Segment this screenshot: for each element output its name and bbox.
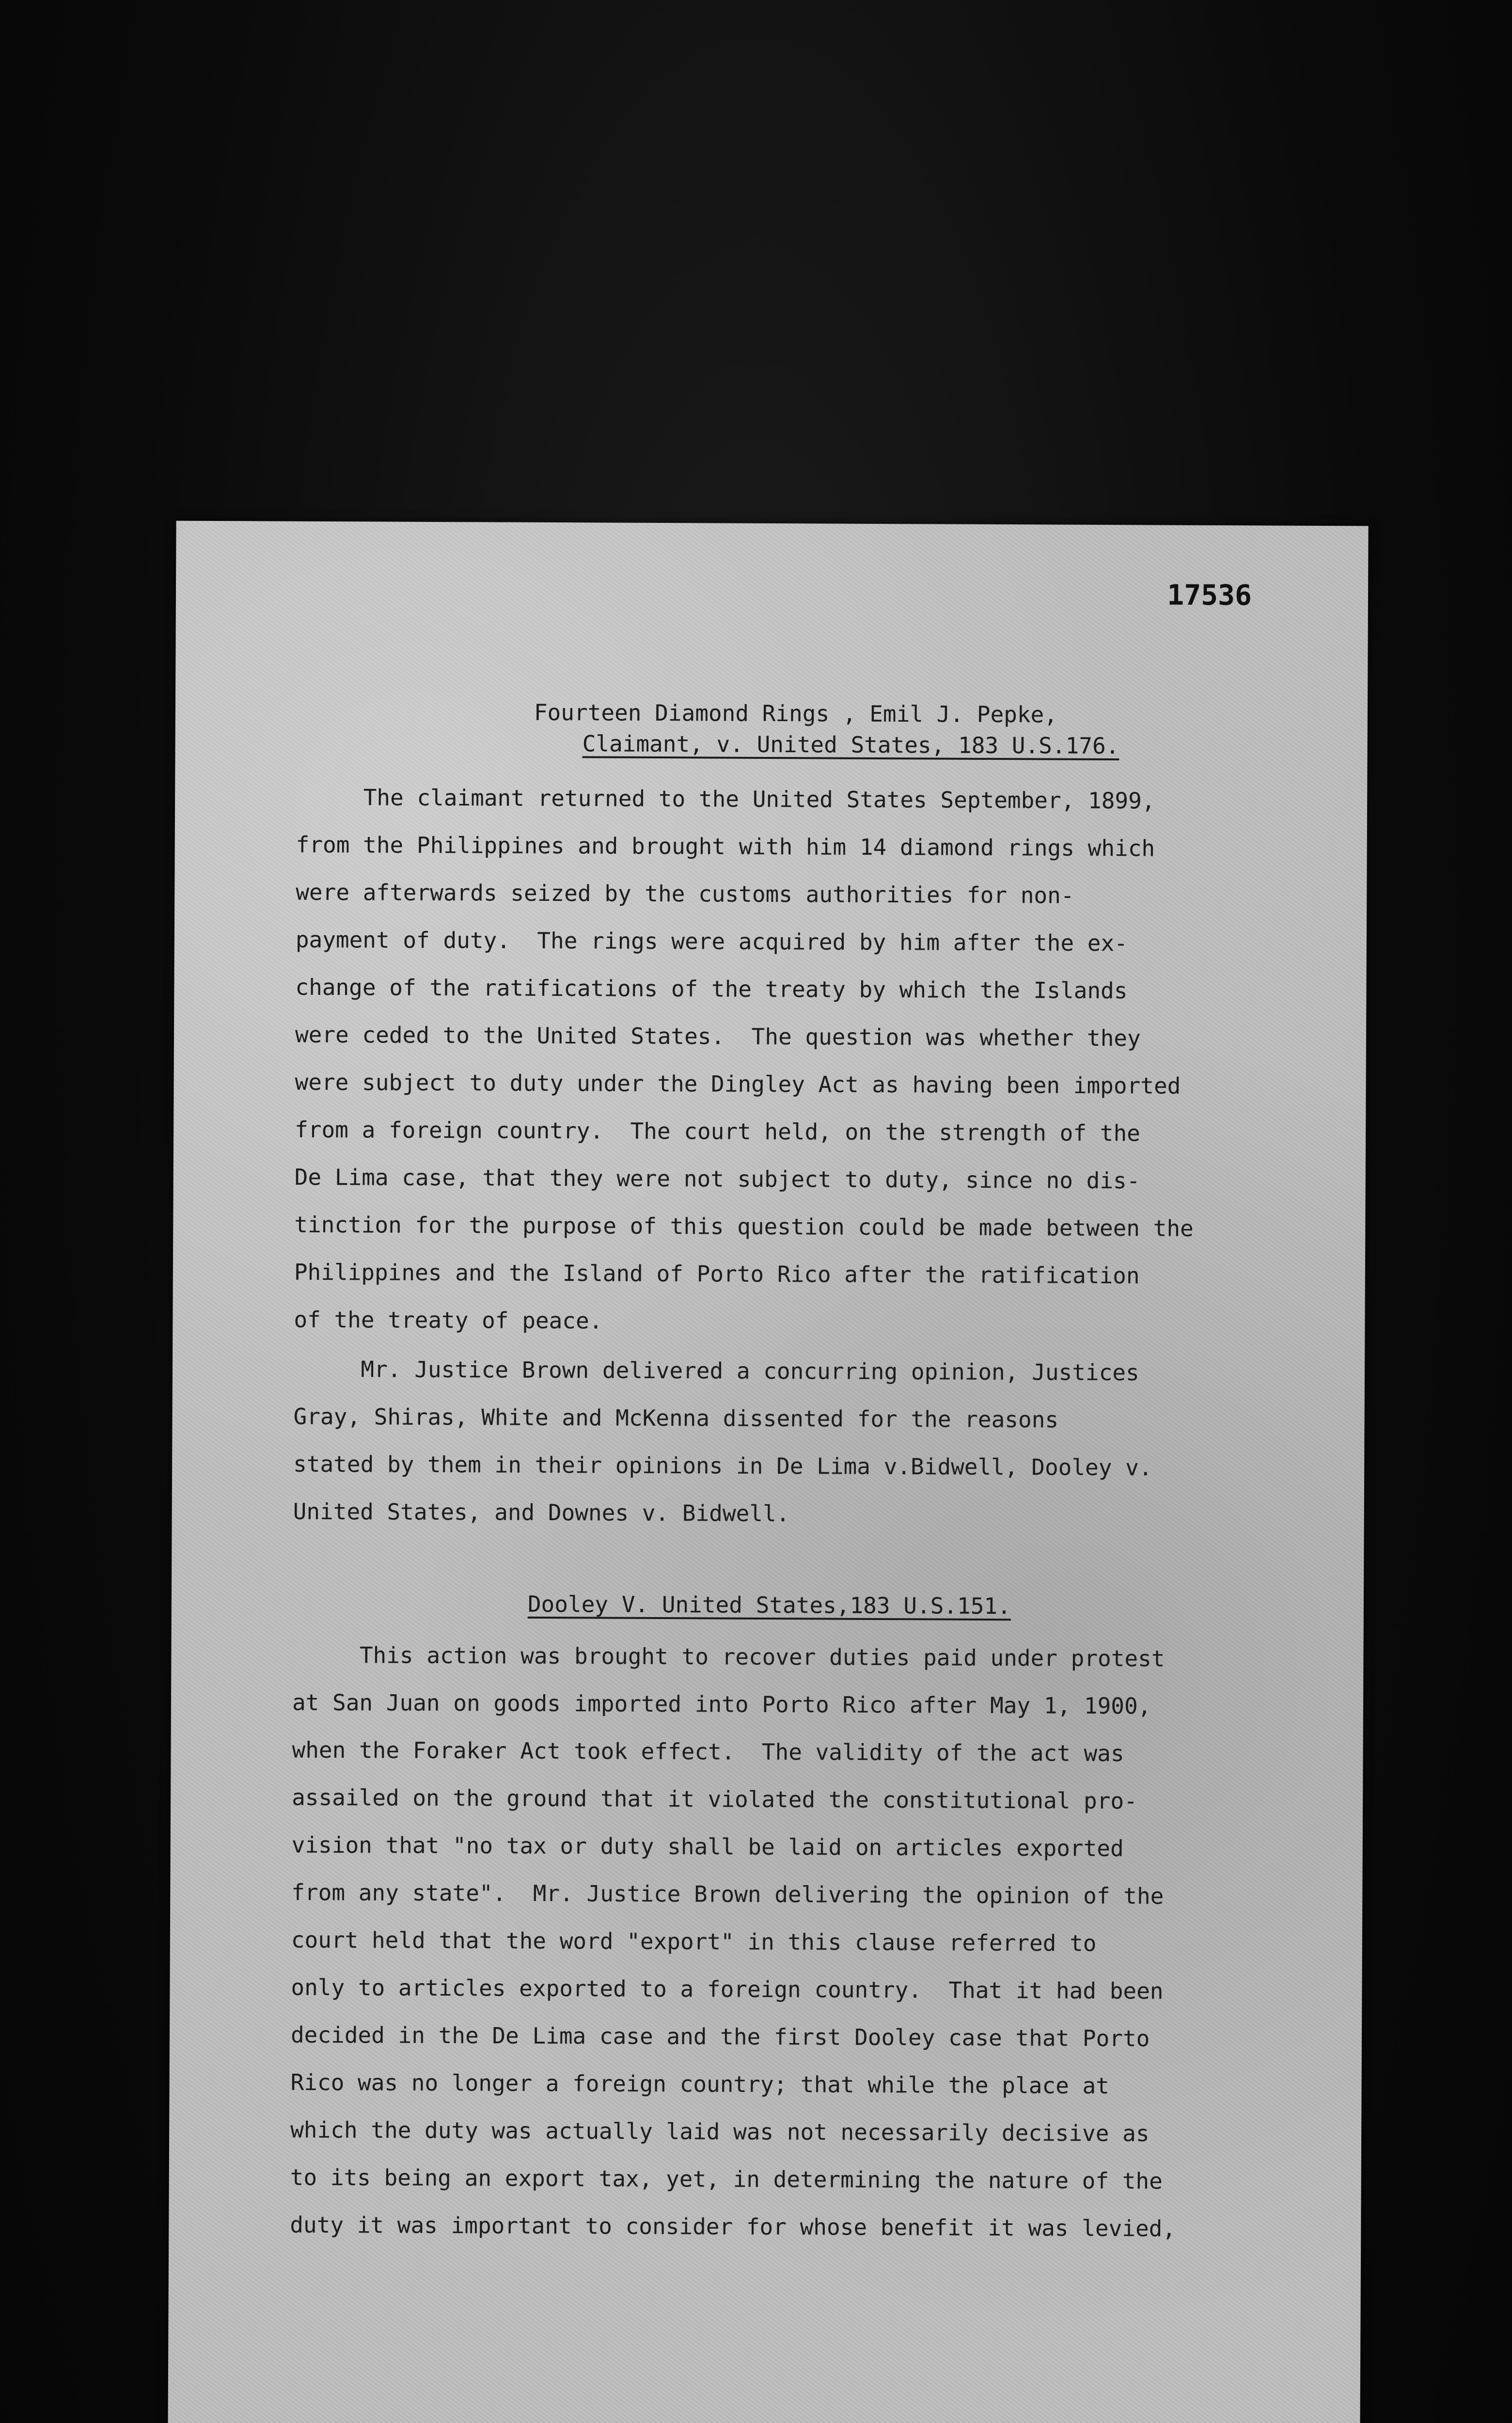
case-heading-diamond-rings [534,697,1119,761]
dooley-summary-paragraph: This action was brought to recover duties paid under protest at San Juan on goods imported into Porto Rico after May 1, 1900, when the Foraker Act took effect. The validity of the act was assailed on the ground that it violated the constitutional pro- vision that "no tax or duty shall be laid on articles exported from any state". Mr. Justice Brown delivering the opinion of the court held that the word "export" in this clause referred to only to articles exported to a foreign country. That it had been decided in the De Lima case and the first Dooley case that Porto Rico was no longer a foreign country; that while the place at which the duty was actually laid was not necessarily decisive as to its being an export tax, yet, in determining the nature of the duty it was important to consider for whose benefit it was levied, [290,1641,1176,2242]
case-summary-paragraph: The claimant returned to the United States September, 1899, from the Philippines and brought with him 14 diamond rings which were afterwards seized by the customs authorities for non- payment of duty. The rings were acquired by him after the ex- change of the ratifications of the treaty by which the Islands were ceded to the United States. The question was whether they were subject to duty under the Dingley Act as having been imported from a foreign country. The court held, on the strength of the De Lima case, that they were not subject to duty, since no dis- tinction for the purpose of this question could be made between the Philippines and the Island of Porto Rico after the ratification of the treaty of peace. [294,784,1194,1334]
case-heading-line-1: Fourteen Diamond Rings , Emil J. Pepke, [534,699,1058,728]
faded-stamp-mark [517,2267,1051,2376]
case-heading-dooley [528,1589,1011,1621]
case-heading-line-2: Claimant, v. United States, 183 U.S.176. [582,730,1119,759]
concurring-opinion-paragraph: Mr. Justice Brown delivered a concurring opinion, Justices Gray, Shiras, White and McKenna dissented for the reasons stated by them in their opinions in De Lima v.Bidwell, Dooley v. United States, and Downes v. Bidwell. [293,1355,1152,1527]
document-page [168,521,1368,2423]
case-heading-dooley-text: Dooley V. United States,183 U.S.151. [527,1590,1011,1620]
page-number: 17536 [1167,578,1252,612]
